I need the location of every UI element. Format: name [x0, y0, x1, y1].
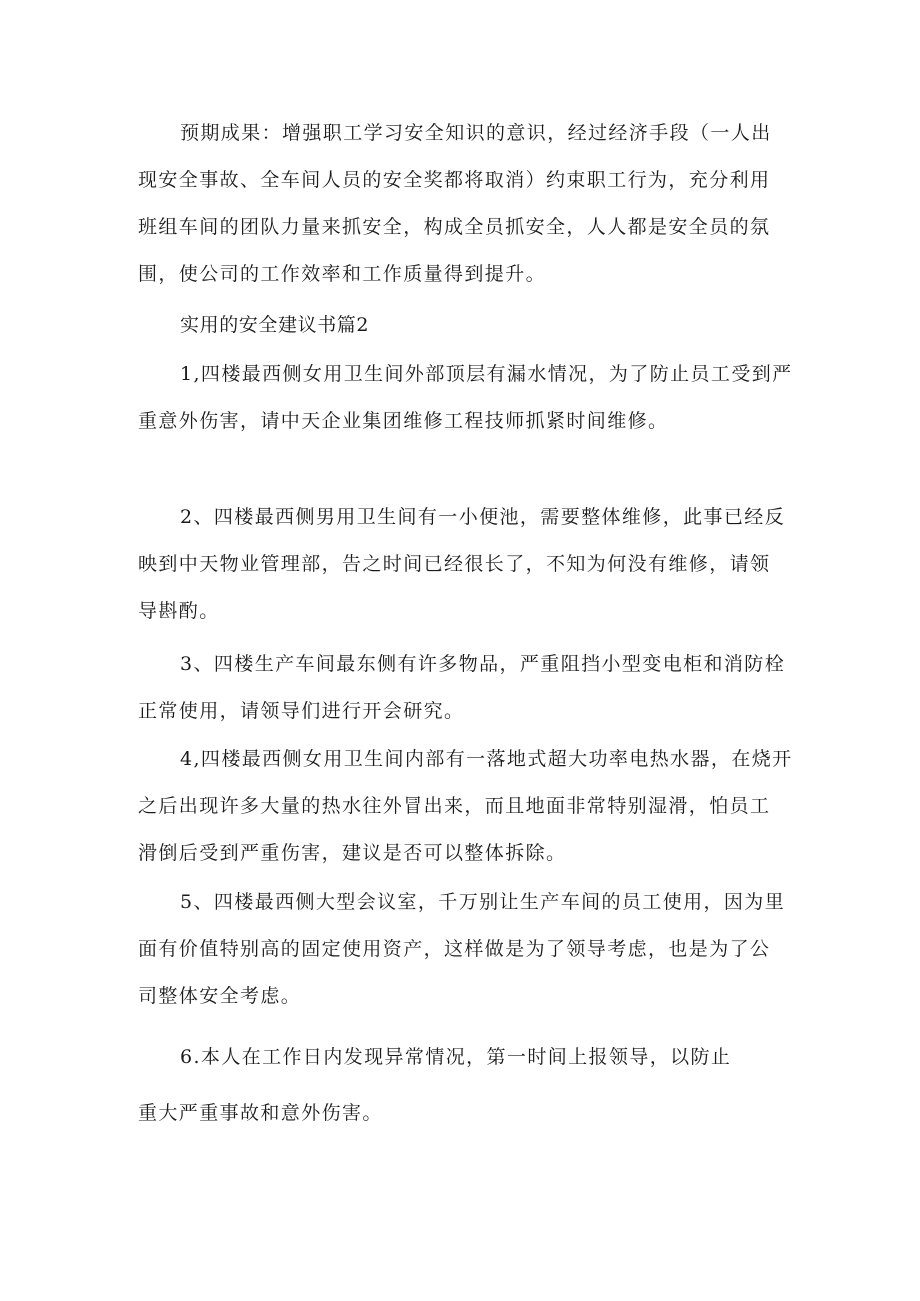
section-heading: 实用的安全建议书篇2	[180, 314, 370, 336]
item-4-line-1: 4,四楼最西侧女用卫生间内部有一落地式超大功率电热水器，在烧开	[180, 748, 793, 770]
item-5-line-1: 5、四楼最西侧大型会议室，千万别让生产车间的员工使用，因为里	[180, 891, 786, 913]
item-1-line-1: 1,四楼最西侧女用卫生间外部顶层有漏水情况，为了防止员工受到严	[180, 363, 793, 385]
item-2-line-2: 映到中天物业管理部，告之时间已经很长了，不知为何没有维修，请领	[138, 553, 771, 575]
item-5-line-2: 面有价值特别高的固定使用资产，这样做是为了领导考虑，也是为了公	[138, 938, 771, 960]
item-6-line-1: 6.本人在工作日内发现异常情况，第一时间上报领导，以防止	[180, 1046, 732, 1068]
item-6-line-2: 重大严重事故和意外伤害。	[138, 1102, 383, 1124]
p1-line-2: 现安全事故、全车间人员的安全奖都将取消）约束职工行为，充分利用	[138, 169, 771, 191]
item-5-line-3: 司整体安全考虑。	[138, 985, 302, 1007]
item-4-line-2: 之后出现许多大量的热水往外冒出来，而且地面非常特别湿滑，怕员工	[138, 795, 771, 817]
item-2-line-3: 导斟酌。	[138, 600, 220, 622]
item-1-line-2: 重意外伤害，请中天企业集团维修工程技师抓紧时间维修。	[138, 410, 669, 432]
p1-line-4: 围，使公司的工作效率和工作质量得到提升。	[138, 263, 547, 285]
item-4-line-3: 滑倒后受到严重伤害，建议是否可以整体拆除。	[138, 842, 567, 864]
p1-line-3: 班组车间的团队力量来抓安全，构成全员抓安全，人人都是安全员的氛	[138, 216, 771, 238]
item-3-line-2: 正常使用，请领导们进行开会研究。	[138, 700, 465, 722]
p1-line-1: 预期成果：增强职工学习安全知识的意识，经过经济手段（一人出	[180, 122, 772, 144]
item-2-line-1: 2、四楼最西侧男用卫生间有一小便池，需要整体维修，此事已经反	[180, 506, 786, 528]
item-3-line-1: 3、四楼生产车间最东侧有许多物品，严重阻挡小型变电柜和消防栓	[180, 653, 786, 675]
